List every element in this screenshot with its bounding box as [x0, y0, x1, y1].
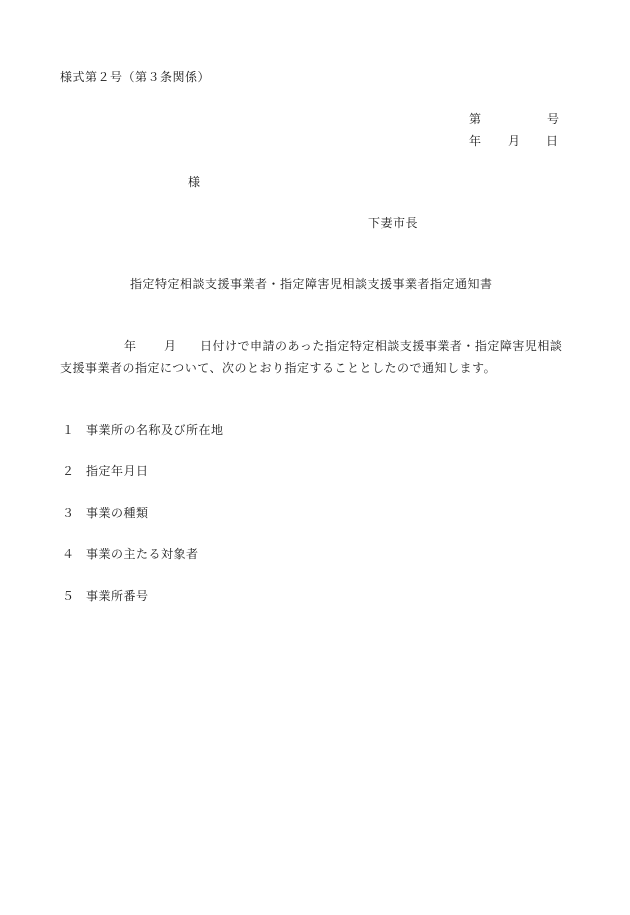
item-label: 指定年月日: [86, 464, 149, 478]
item-number: ４: [62, 547, 75, 561]
body-paragraph-line-2: 支援事業者の指定について、次のとおり指定することとしたので通知します。: [60, 361, 497, 375]
date-year-label: 年: [469, 134, 482, 148]
date-day-label: 日: [546, 134, 559, 148]
item-number: １: [62, 423, 75, 437]
addressee-honorific: 様: [188, 175, 201, 189]
form-label: 様式第２号（第３条関係）: [60, 70, 211, 84]
item-label: 事業の種類: [86, 506, 149, 520]
document-title: 指定特定相談支援事業者・指定障害児相談支援事業者指定通知書: [130, 277, 493, 291]
doc-number-suffix: 号: [547, 112, 560, 126]
item-number: ５: [62, 589, 75, 603]
doc-number-prefix: 第: [469, 112, 482, 126]
body-month-label: 月: [164, 339, 177, 353]
body-line-1-text: 日付けで申請のあった指定特定相談支援事業者・指定障害児相談: [200, 339, 563, 353]
date-month-label: 月: [508, 134, 521, 148]
item-label: 事業の主たる対象者: [86, 547, 199, 561]
issuer-name: 下妻市長: [368, 216, 419, 230]
body-year-label: 年: [124, 339, 137, 353]
item-label: 事業所の名称及び所在地: [86, 423, 224, 437]
item-label: 事業所番号: [86, 589, 149, 603]
item-number: ２: [62, 464, 75, 478]
item-number: ３: [62, 506, 75, 520]
